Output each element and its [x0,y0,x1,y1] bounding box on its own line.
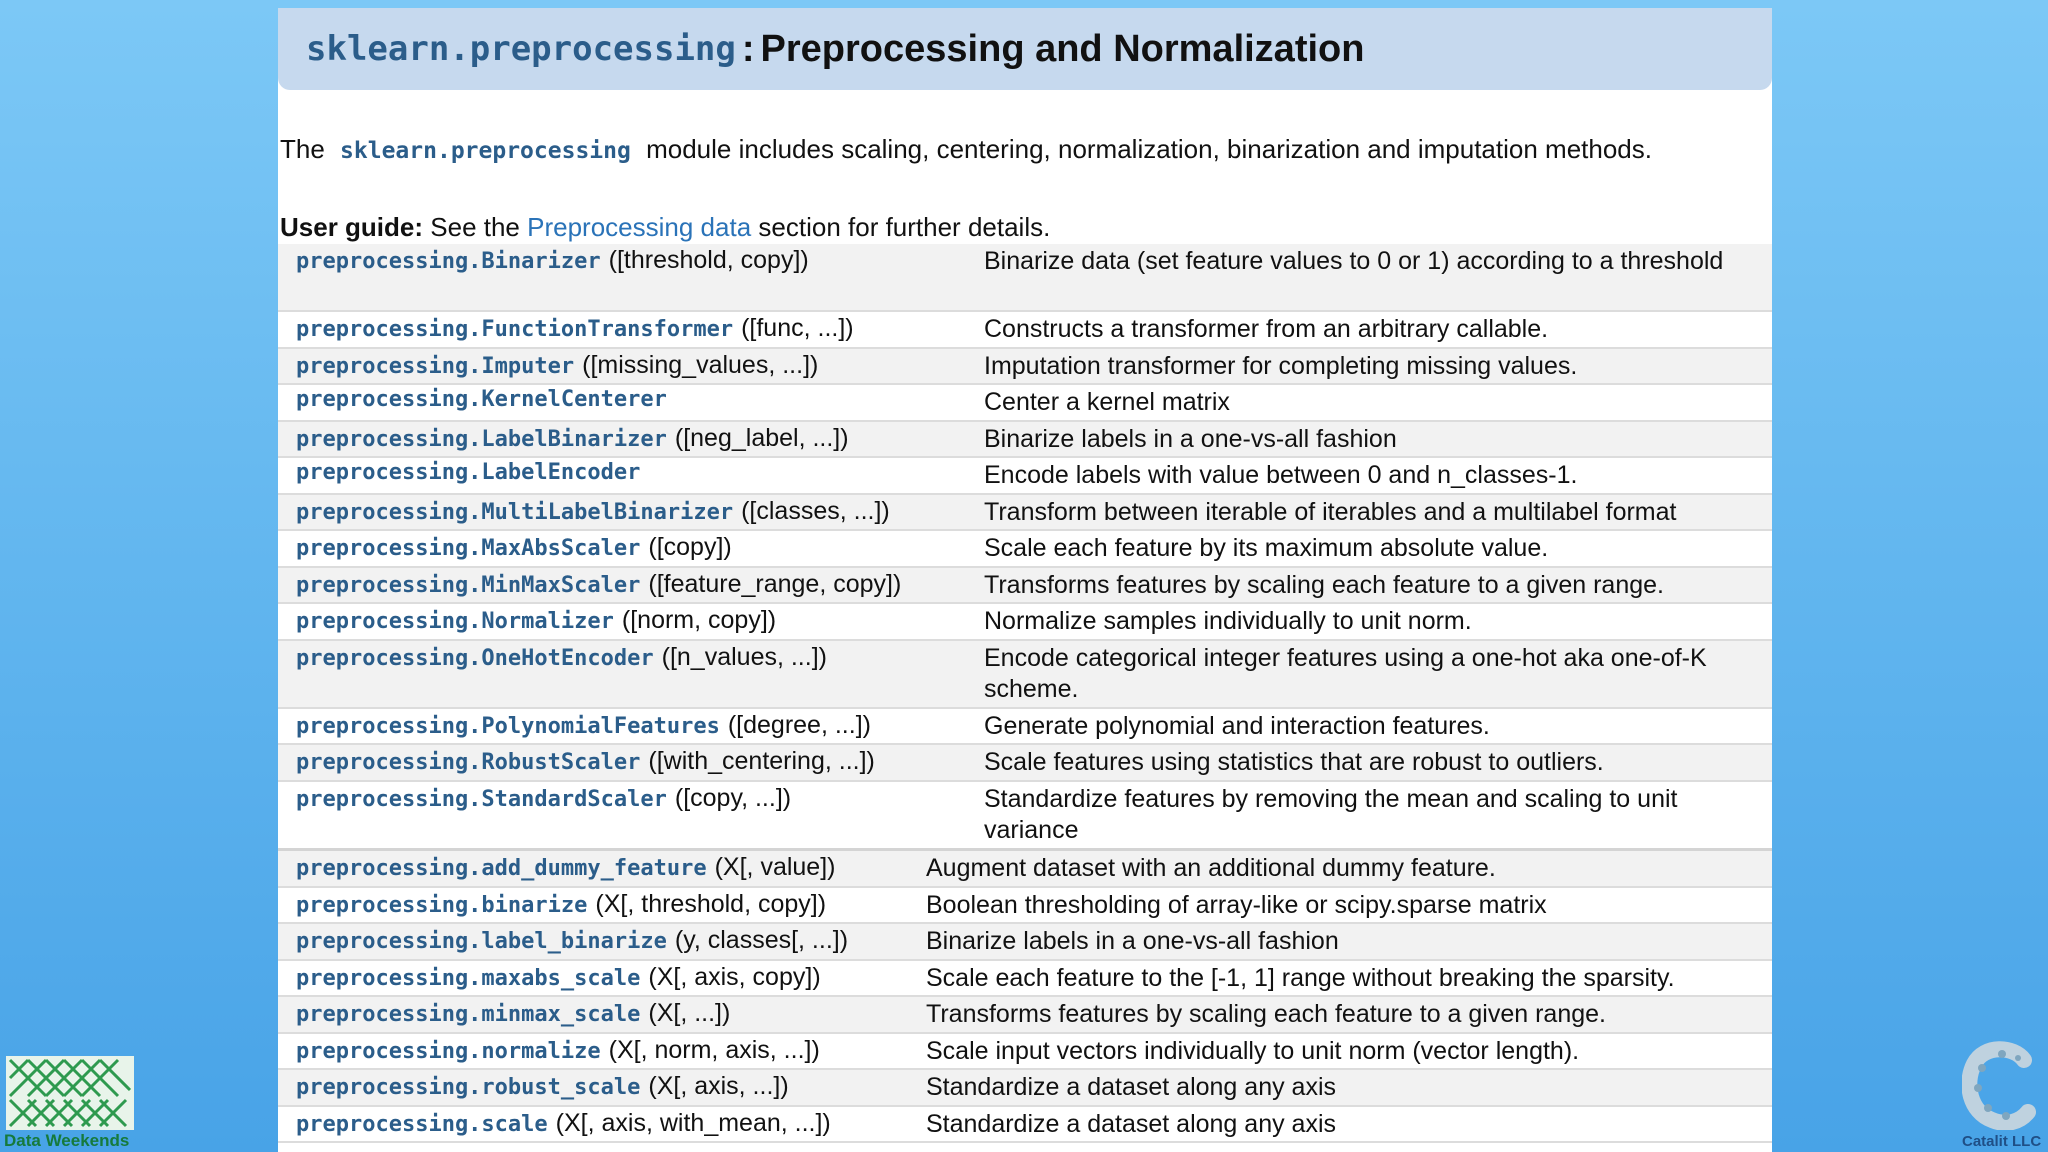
title-bar [278,8,1772,90]
table-row [278,745,1772,782]
table-row [278,244,1772,312]
api-link[interactable]: preprocessing.scale [296,1111,548,1137]
user-guide-after: section for further details. [758,212,1051,242]
api-description: Scale input vectors individually to unit norm (vector length). [926,1036,1580,1065]
api-name-cell [278,961,926,992]
api-description: Binarize labels in a one-vs-all fashion [926,927,1339,955]
api-name-cell [278,422,984,453]
api-description: Imputation transformer for completing missing values. [984,351,1578,380]
api-name-cell [278,349,984,380]
data-weekends-logo-text: Data Weekends [4,1131,130,1150]
api-name-cell [278,924,926,955]
api-description: Encode categorical integer features using a one-hot aka one-of-K scheme. [984,643,1707,703]
table-row [278,312,1772,349]
api-link[interactable]: preprocessing.RobustScaler [296,750,641,775]
api-name-cell [278,568,984,599]
user-guide-link[interactable]: Preprocessing data [527,212,752,242]
api-args: ([copy, ...]) [674,783,792,812]
api-args: (X[, axis, copy]) [648,962,821,991]
api-name-cell [278,1070,926,1101]
table-row [278,851,1772,888]
table-row [278,349,1772,386]
api-link[interactable]: preprocessing.StandardScaler [296,786,667,812]
api-args: (X[, norm, axis, ...]) [608,1035,820,1064]
table-row [278,924,1772,961]
catalit-logo [1962,1038,2038,1130]
api-description: Center a kernel matrix [984,388,1230,416]
table-row [278,1107,1772,1144]
api-name-cell [278,244,984,275]
api-name-cell [278,1107,926,1138]
table-row [278,458,1772,495]
intro-module-name: sklearn.preprocessing [340,138,631,164]
api-name-cell [278,997,926,1028]
api-description: Transforms features by scaling each feature to a given range. [926,1000,1606,1028]
user-guide-before: See the [430,212,520,242]
table-row [278,531,1772,568]
api-description: Constructs a transformer from an arbitrary callable. [984,315,1549,343]
api-description: Standardize features by removing the mean and scaling to unit variance [984,784,1678,844]
api-description: Boolean thresholding of array-like or scipy.sparse matrix [926,890,1547,919]
api-link[interactable]: preprocessing.Imputer [296,353,575,379]
api-link[interactable]: preprocessing.MinMaxScaler [296,572,641,598]
api-args: ([degree, ...]) [727,710,871,739]
api-link[interactable]: preprocessing.Binarizer [296,249,601,274]
api-name-cell [278,604,984,635]
table-row [278,709,1772,746]
api-description: Standardize a dataset along any axis [926,1109,1336,1138]
api-name-cell [278,458,984,485]
api-args: ([copy]) [648,533,732,561]
table-row [278,997,1772,1034]
user-guide-line [280,212,1050,243]
api-args: ([neg_label, ...]) [674,423,849,452]
api-name-cell [278,312,984,343]
api-name-cell [278,495,984,526]
user-guide-label: User guide: [280,212,424,242]
table-row [278,888,1772,925]
api-link[interactable]: preprocessing.PolynomialFeatures [296,713,720,739]
api-args: (X[, axis, ...]) [648,1072,789,1100]
api-args: (y, classes[, ...]) [674,926,849,954]
api-description: Encode labels with value between 0 and n_classes-1. [984,461,1578,489]
api-args: (X[, value]) [714,853,836,881]
api-link[interactable]: preprocessing.normalize [296,1038,601,1064]
api-description: Binarize data (set feature values to 0 or 1) according to a threshold [984,247,1724,275]
intro-suffix: module includes scaling, centering, normalization, binarization and imputation methods. [646,134,1652,164]
title-separator: : [741,27,755,70]
api-name-cell [278,385,984,412]
api-description: Transform between iterable of iterables and a multilabel format [984,497,1677,526]
table-row [278,641,1772,709]
functions-table [278,848,1772,1143]
api-link[interactable]: preprocessing.label_binarize [296,929,667,954]
api-args: ([norm, copy]) [621,606,777,634]
api-description: Scale features using statistics that are robust to outliers. [984,748,1604,776]
table-row [278,604,1772,641]
api-name-cell [278,531,984,562]
classes-table [278,244,1772,850]
api-args: ([func, ...]) [741,314,854,342]
api-link[interactable]: preprocessing.add_dummy_feature [296,856,707,881]
api-link[interactable]: preprocessing.MaxAbsScaler [296,536,641,561]
api-description: Augment dataset with an additional dummy feature. [926,854,1496,882]
api-name-cell [278,782,984,813]
api-description: Standardize a dataset along any axis [926,1073,1336,1101]
api-name-cell [278,641,984,672]
api-link[interactable]: preprocessing.minmax_scale [296,1002,641,1027]
api-link[interactable]: preprocessing.robust_scale [296,1075,641,1100]
api-link[interactable]: preprocessing.KernelCenterer [296,387,667,412]
api-args: (X[, ...]) [648,999,731,1027]
api-link[interactable]: preprocessing.OneHotEncoder [296,645,654,671]
api-link[interactable]: preprocessing.Normalizer [296,609,614,634]
api-name-cell [278,745,984,776]
api-name-cell [278,888,926,919]
api-description: Binarize labels in a one-vs-all fashion [984,424,1397,453]
table-row [278,782,1772,850]
api-description: Scale each feature by its maximum absolute value. [984,534,1549,562]
api-link[interactable]: preprocessing.MultiLabelBinarizer [296,499,734,525]
api-name-cell [278,851,926,882]
table-row [278,1070,1772,1107]
api-link[interactable]: preprocessing.LabelBinarizer [296,426,667,452]
intro-prefix: The [280,134,325,164]
api-args: (X[, axis, with_mean, ...]) [555,1108,831,1137]
table-row [278,961,1772,998]
api-args: ([threshold, copy]) [608,246,809,274]
table-row [278,385,1772,422]
api-args: ([classes, ...]) [741,496,890,525]
api-link[interactable]: preprocessing.maxabs_scale [296,965,641,991]
page-title: Preprocessing and Normalization [760,27,1365,70]
api-args: ([missing_values, ...]) [582,350,819,379]
api-args: (X[, threshold, copy]) [595,889,827,918]
api-args: ([feature_range, copy]) [648,569,902,598]
api-description: Normalize samples individually to unit norm. [984,607,1472,635]
api-args: ([with_centering, ...]) [648,747,875,775]
api-link[interactable]: preprocessing.FunctionTransformer [296,317,734,342]
intro-paragraph [280,134,1652,165]
api-description: Scale each feature to the [-1, 1] range without breaking the sparsity. [926,963,1675,992]
catalit-logo-text: Catalit LLC [1962,1133,2042,1150]
api-name-cell [278,1034,926,1065]
api-description: Generate polynomial and interaction features. [984,711,1490,740]
slide [278,8,1772,1152]
api-link[interactable]: preprocessing.binarize [296,892,588,918]
table-row [278,568,1772,605]
table-row [278,422,1772,459]
api-description: Transforms features by scaling each feature to a given range. [984,570,1664,599]
title-module-name: sklearn.preprocessing [306,29,736,69]
api-name-cell [278,709,984,740]
api-link[interactable]: preprocessing.LabelEncoder [296,460,641,485]
api-args: ([n_values, ...]) [661,642,827,671]
table-row [278,495,1772,532]
table-row [278,1034,1772,1071]
